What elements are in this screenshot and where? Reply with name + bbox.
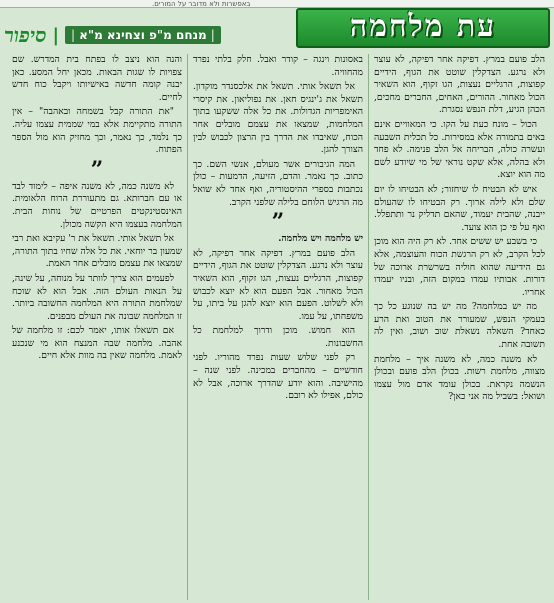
author-box: | מנחם מ"פ וצחינא מ"א | (65, 26, 221, 44)
paragraph: המה הגיבורים אשר מעולם, אנשי השם. כך כתוב. כך נאמר. והדם, הזיעה, הדמעות – כולן נכתבות בספרי ההיסטוריה, ואף אחד לא שואל מה הרגיש הלוחם בלילה שלפני הקרב. (193, 158, 363, 208)
quote-mark-icon: ” (271, 209, 285, 236)
paragraph: לפעמים הוא צריך לוותר על מנוחה, על שינה, על הנאות העולם הזה. אבל הוא לא שוכח שמלחמת התורה היא המלחמה החשובה ביותר. זו המלחמה שבונה את העולם מבפנים. (12, 272, 182, 322)
paragraph: מה יש במלחמה? מה יש בה שנוגע כל כך בעמקי הנפש, שמעורר את הטוב ואת הרע כאחד? השאלה נשאלת שוב ושוב, ואין לה תשובה אחת. (374, 301, 545, 351)
paragraph: הוא חמוש. מוכן ודרוך למלחמת כל החשבונות. (193, 325, 363, 349)
author-name: מנחם מ"פ וצחינא מ"א (79, 28, 207, 42)
paragraph: אל תשאל אותי. תשאל את אלכסנדר מוקדון. תשאל את ג'ינגיס חאן. את נפוליאון. את קיסרי האימפריות הגדולות. את כל אלה ששקעו בתוך המלחמות, שמצאו את עצמם מובלים אחר הכוח, שאיבדו את הדרך בין הרצון לכבוש לבין הצורך להגן. (193, 81, 363, 156)
paragraph: אם תשאלו אותו, יאמר לכם: זו מלחמה של אהבה. מלחמה שבה המנצח הוא מי שנכנע לאמת. מלחמה שאין בה מוות אלא חיים. (12, 325, 182, 362)
paragraph: הכול – מונח כעת על הקו. כי המאוויים אינם באים בתמורה אלא במסירות. כל תכלית השבעה ועשרה כולה, הבריחה אל הלב פנימה. לא פחד ולא בהלה, אלא שקט נוראי של מי שיודע לשם מה הוא יוצא. (374, 118, 545, 181)
paragraph: לא משנה כמה, לא משנה איך – מלחמת מצווה, מלחמת רשות. בכולן הלב פועם ובכולן הנשמה נקראת. בכולן עומד אדם מול עצמו ושואל: בשביל מה אני כאן? (374, 353, 545, 403)
quote-mark-icon: ” (90, 156, 104, 183)
masthead-title: עת מלחמה (296, 8, 550, 48)
article-header (0, 8, 554, 52)
byline: | מנחם מ"פ וצחינא מ"א | | סיפור (4, 24, 294, 46)
column-middle (188, 54, 369, 600)
paragraph: לא משנה כמה, לא משנה איפה – לימוד לבד או עם חברותא. גם מתעוררת הרוח הלאומית. האינסטינקטים הפרטיים של נוחות הבית. המלחמה בעצמו היא הקשה מכולן. (12, 180, 182, 230)
top-strip-text: באפשרות ולא מדובר על המורים. (0, 0, 554, 8)
paragraph: באסונות וינגה – קודר ואבל. חלק בלתי נפרד מהחוויה. (193, 54, 363, 78)
article-columns (6, 54, 550, 600)
paragraph: "את התורה קבל בשמחה ובאהבה" – אין התורה מתקיימת אלא במי שממית עצמו עליה. כך נלמד, כך נאמר, וכך מחזיק הוא מול הספר הפתוח. (12, 106, 182, 156)
paragraph: והנה הוא ניצב לו בפתח בית המדרש. שם צפויות לו שגות הבאות. מכאן יחל המסע. כאן יבנה קומה חדשה באישיותו ויקבל כוח חדש לחיים. (12, 54, 182, 103)
paragraph: אל תשאל אותי. תשאל את ר' עקיבא ואת רבי שמעון בר יוחאי. את כל אלה שחיו בתוך התורה, שמצאו את עצמם מובלים אחר האמת. (12, 233, 182, 270)
paragraph: איש לא הבטיח לו שיחזור; לא הבטיחו לו יום שלם ולא לילה ארוך. רק הבטיחו לו שהעולם ייבנה, שהבית יעמוד, שהאם תדליק נר ותתפלל. ואף על פי כן הוא צועד. (374, 183, 545, 233)
paragraph: הלב פועם במרץ. דפיקה אחר דפיקה, לא עוצר ולא נרגע. הצדקלין שוטט את הגוף, הידיים קפוצות, הרגליים נעצות, הגו זקוף, הוא השאיר הכול מאחור. אבל הפעם הוא לא יוצא לכבוש ולא לשלוט. הפעם הוא יוצא להגן על ביתו, על משפחתו, על עמו. (193, 247, 363, 322)
paragraph: הלב פועם במרץ. דפיקה אחר דפיקה, לא עוצר ולא נרגע. הצדקלין שוטט את הגוף, הידיים קפוצות, הרגליים נעצות, הגו זקוף, הוא השאיר הכול מאחור. ההורים, האחים, החברים מחכים, הכהן הגיע, דלת הנפש נסגרת. (374, 54, 545, 116)
paragraph: כי בשבע יש ששים אחד. לא רק היה הוא מוכן לכל הקרב, לא רק הרגשת הכוח והעוצמה, אלא גם הידיעה שהוא חוליה בשרשרת ארוכה של דורות. אבותיו עמדו במקום הזה, ובניו יעמדו אחריו. (374, 236, 545, 298)
pull-quote: יש מלחמה ויש מלחמה. (278, 233, 363, 245)
paragraph: רק לפני שלוש שעות נפרד מהוריו. לפני חודשיים – מהחברים במכינה. לפני שנה – מהישיבה. והוא יודע שהדרך ארוכה, אבל לא כולם, אפילו לא רובם. (193, 352, 363, 402)
column-left (7, 54, 188, 600)
section-tag: סיפור (4, 22, 47, 47)
column-right (369, 54, 550, 600)
